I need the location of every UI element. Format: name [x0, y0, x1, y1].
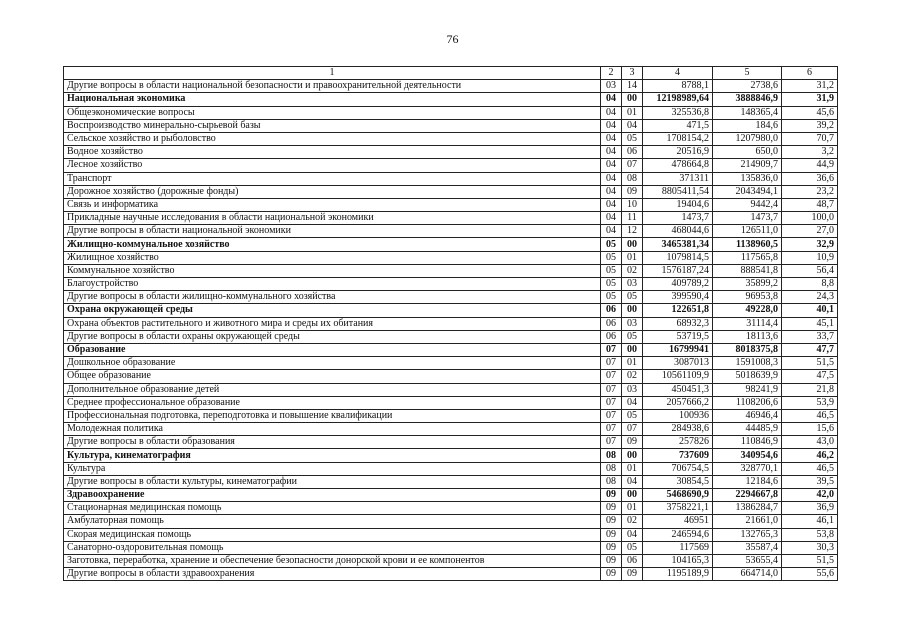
- row-percent-cell: 10,9: [782, 251, 838, 264]
- row-percent-cell: 15,6: [782, 423, 838, 436]
- row-percent-cell: 46,5: [782, 409, 838, 422]
- table-row: [64, 462, 838, 475]
- table-row: [64, 80, 838, 93]
- row-subsection-code-cell: 09: [622, 568, 643, 581]
- row-percent-cell: 53,9: [782, 396, 838, 409]
- row-name-cell: Другие вопросы в области культуры, кинематографии: [64, 475, 601, 488]
- row-percent-cell: 39,2: [782, 119, 838, 132]
- row-plan-cell: 3087013: [643, 357, 713, 370]
- row-percent-cell: 43,0: [782, 436, 838, 449]
- row-executed-cell: 1473,7: [713, 212, 782, 225]
- table-row: [64, 93, 838, 106]
- row-subsection-code-cell: 05: [622, 541, 643, 554]
- row-section-code-cell: 04: [601, 225, 622, 238]
- row-subsection-code-cell: 06: [622, 146, 643, 159]
- row-executed-cell: 132765,3: [713, 528, 782, 541]
- row-percent-cell: 24,3: [782, 291, 838, 304]
- table-row: [64, 159, 838, 172]
- row-subsection-code-cell: 07: [622, 159, 643, 172]
- header-cell-section: 2: [601, 67, 622, 80]
- row-subsection-code-cell: 09: [622, 185, 643, 198]
- table-row: [64, 568, 838, 581]
- row-name-cell: Охрана окружающей среды: [64, 304, 601, 317]
- table-row: [64, 475, 838, 488]
- row-percent-cell: 31,9: [782, 93, 838, 106]
- row-percent-cell: 32,9: [782, 238, 838, 251]
- row-subsection-code-cell: 00: [622, 343, 643, 356]
- row-executed-cell: 1591008,3: [713, 357, 782, 370]
- row-executed-cell: 31114,4: [713, 317, 782, 330]
- row-plan-cell: 1473,7: [643, 212, 713, 225]
- row-percent-cell: 47,7: [782, 343, 838, 356]
- row-subsection-code-cell: 01: [622, 462, 643, 475]
- row-section-code-cell: 09: [601, 541, 622, 554]
- row-plan-cell: 450451,3: [643, 383, 713, 396]
- row-name-cell: Другие вопросы в области образования: [64, 436, 601, 449]
- row-plan-cell: 16799941: [643, 343, 713, 356]
- header-row: [64, 67, 838, 80]
- row-name-cell: Воспроизводство минерально-сырьевой базы: [64, 119, 601, 132]
- row-executed-cell: 135836,0: [713, 172, 782, 185]
- row-name-cell: Другие вопросы в области здравоохранения: [64, 568, 601, 581]
- table-row: [64, 291, 838, 304]
- row-name-cell: Скорая медицинская помощь: [64, 528, 601, 541]
- row-subsection-code-cell: 04: [622, 528, 643, 541]
- row-section-code-cell: 07: [601, 436, 622, 449]
- row-section-code-cell: 05: [601, 251, 622, 264]
- row-section-code-cell: 04: [601, 212, 622, 225]
- budget-table: [63, 66, 838, 581]
- table-row: [64, 106, 838, 119]
- row-percent-cell: 45,1: [782, 317, 838, 330]
- row-name-cell: Коммунальное хозяйство: [64, 264, 601, 277]
- row-subsection-code-cell: 05: [622, 291, 643, 304]
- table-row: [64, 119, 838, 132]
- row-percent-cell: 46,1: [782, 515, 838, 528]
- row-executed-cell: 148365,4: [713, 106, 782, 119]
- row-subsection-code-cell: 00: [622, 93, 643, 106]
- row-section-code-cell: 04: [601, 172, 622, 185]
- header-cell-plan: 4: [643, 67, 713, 80]
- row-plan-cell: 3758221,1: [643, 502, 713, 515]
- row-plan-cell: 3465381,34: [643, 238, 713, 251]
- row-section-code-cell: 04: [601, 106, 622, 119]
- row-percent-cell: 47,5: [782, 370, 838, 383]
- table-row: [64, 330, 838, 343]
- table-row: [64, 370, 838, 383]
- row-executed-cell: 650,0: [713, 146, 782, 159]
- row-executed-cell: 98241,9: [713, 383, 782, 396]
- table-row: [64, 185, 838, 198]
- row-section-code-cell: 06: [601, 304, 622, 317]
- row-executed-cell: 2738,6: [713, 80, 782, 93]
- row-name-cell: Здравоохранение: [64, 489, 601, 502]
- row-executed-cell: 9442,4: [713, 198, 782, 211]
- row-name-cell: Стационарная медицинская помощь: [64, 502, 601, 515]
- row-executed-cell: 214909,7: [713, 159, 782, 172]
- row-name-cell: Амбулаторная помощь: [64, 515, 601, 528]
- table-row: [64, 357, 838, 370]
- row-plan-cell: 12198989,64: [643, 93, 713, 106]
- row-percent-cell: 39,5: [782, 475, 838, 488]
- row-executed-cell: 12184,6: [713, 475, 782, 488]
- row-executed-cell: 35899,2: [713, 278, 782, 291]
- row-executed-cell: 328770,1: [713, 462, 782, 475]
- row-subsection-code-cell: 08: [622, 172, 643, 185]
- row-subsection-code-cell: 14: [622, 80, 643, 93]
- row-executed-cell: 184,6: [713, 119, 782, 132]
- row-section-code-cell: 05: [601, 278, 622, 291]
- row-percent-cell: 42,0: [782, 489, 838, 502]
- row-name-cell: Благоустройство: [64, 278, 601, 291]
- row-percent-cell: 33,7: [782, 330, 838, 343]
- row-name-cell: Водное хозяйство: [64, 146, 601, 159]
- row-plan-cell: 53719,5: [643, 330, 713, 343]
- row-name-cell: Другие вопросы в области национальной безопасности и правоохранительной деятельности: [64, 80, 601, 93]
- row-percent-cell: 51,5: [782, 357, 838, 370]
- table-row: [64, 172, 838, 185]
- table-row: [64, 198, 838, 211]
- row-percent-cell: 56,4: [782, 264, 838, 277]
- row-section-code-cell: 04: [601, 185, 622, 198]
- row-name-cell: Образование: [64, 343, 601, 356]
- row-section-code-cell: 03: [601, 80, 622, 93]
- row-name-cell: Жилищно-коммунальное хозяйство: [64, 238, 601, 251]
- row-percent-cell: 53,8: [782, 528, 838, 541]
- page-number: 76: [446, 32, 459, 46]
- row-plan-cell: 2057666,2: [643, 396, 713, 409]
- row-percent-cell: 55,6: [782, 568, 838, 581]
- row-executed-cell: 49228,0: [713, 304, 782, 317]
- row-executed-cell: 2043494,1: [713, 185, 782, 198]
- row-name-cell: Культура: [64, 462, 601, 475]
- table-row: [64, 343, 838, 356]
- row-section-code-cell: 07: [601, 409, 622, 422]
- row-plan-cell: 246594,6: [643, 528, 713, 541]
- row-plan-cell: 471,5: [643, 119, 713, 132]
- table-row: [64, 225, 838, 238]
- row-plan-cell: 1708154,2: [643, 132, 713, 145]
- row-plan-cell: 117569: [643, 541, 713, 554]
- row-name-cell: Национальная экономика: [64, 93, 601, 106]
- table-row: [64, 449, 838, 462]
- row-name-cell: Молодежная политика: [64, 423, 601, 436]
- table-row: [64, 278, 838, 291]
- row-plan-cell: 19404,6: [643, 198, 713, 211]
- header-cell-name: 1: [64, 67, 601, 80]
- row-subsection-code-cell: 07: [622, 423, 643, 436]
- row-name-cell: Сельское хозяйство и рыболовство: [64, 132, 601, 145]
- row-name-cell: Связь и информатика: [64, 198, 601, 211]
- row-executed-cell: 664714,0: [713, 568, 782, 581]
- row-percent-cell: 8,8: [782, 278, 838, 291]
- row-executed-cell: 8018375,8: [713, 343, 782, 356]
- row-percent-cell: 36,6: [782, 172, 838, 185]
- row-section-code-cell: 07: [601, 383, 622, 396]
- header-cell-subsection: 3: [622, 67, 643, 80]
- row-name-cell: Санаторно-оздоровительная помощь: [64, 541, 601, 554]
- table-row: [64, 554, 838, 567]
- row-plan-cell: 10561109,9: [643, 370, 713, 383]
- row-name-cell: Среднее профессиональное образование: [64, 396, 601, 409]
- row-executed-cell: 3888846,9: [713, 93, 782, 106]
- row-executed-cell: 888541,8: [713, 264, 782, 277]
- row-subsection-code-cell: 12: [622, 225, 643, 238]
- row-executed-cell: 1138960,5: [713, 238, 782, 251]
- row-section-code-cell: 09: [601, 568, 622, 581]
- row-section-code-cell: 09: [601, 528, 622, 541]
- row-section-code-cell: 08: [601, 449, 622, 462]
- row-percent-cell: 21,8: [782, 383, 838, 396]
- row-subsection-code-cell: 00: [622, 489, 643, 502]
- row-plan-cell: 325536,8: [643, 106, 713, 119]
- row-plan-cell: 8788,1: [643, 80, 713, 93]
- row-subsection-code-cell: 06: [622, 554, 643, 567]
- row-section-code-cell: 05: [601, 238, 622, 251]
- table-row: [64, 317, 838, 330]
- row-subsection-code-cell: 11: [622, 212, 643, 225]
- row-section-code-cell: 06: [601, 317, 622, 330]
- row-executed-cell: 21661,0: [713, 515, 782, 528]
- row-section-code-cell: 04: [601, 119, 622, 132]
- row-section-code-cell: 09: [601, 554, 622, 567]
- row-subsection-code-cell: 02: [622, 264, 643, 277]
- row-subsection-code-cell: 02: [622, 515, 643, 528]
- row-name-cell: Другие вопросы в области жилищно-коммунального хозяйства: [64, 291, 601, 304]
- row-plan-cell: 371311: [643, 172, 713, 185]
- row-plan-cell: 100936: [643, 409, 713, 422]
- table-row: [64, 502, 838, 515]
- row-percent-cell: 44,9: [782, 159, 838, 172]
- row-percent-cell: 48,7: [782, 198, 838, 211]
- row-percent-cell: 100,0: [782, 212, 838, 225]
- row-section-code-cell: 07: [601, 343, 622, 356]
- row-plan-cell: 737609: [643, 449, 713, 462]
- row-name-cell: Другие вопросы в области национальной экономики: [64, 225, 601, 238]
- row-plan-cell: 1195189,9: [643, 568, 713, 581]
- row-executed-cell: 44485,9: [713, 423, 782, 436]
- row-plan-cell: 284938,6: [643, 423, 713, 436]
- row-subsection-code-cell: 05: [622, 330, 643, 343]
- row-percent-cell: 23,2: [782, 185, 838, 198]
- row-plan-cell: 1079814,5: [643, 251, 713, 264]
- table-row: [64, 132, 838, 145]
- row-section-code-cell: 05: [601, 291, 622, 304]
- row-subsection-code-cell: 04: [622, 475, 643, 488]
- row-name-cell: Дорожное хозяйство (дорожные фонды): [64, 185, 601, 198]
- row-section-code-cell: 07: [601, 357, 622, 370]
- row-plan-cell: 399590,4: [643, 291, 713, 304]
- row-section-code-cell: 08: [601, 475, 622, 488]
- row-subsection-code-cell: 03: [622, 317, 643, 330]
- row-name-cell: Охрана объектов растительного и животного мира и среды их обитания: [64, 317, 601, 330]
- row-executed-cell: 18113,6: [713, 330, 782, 343]
- row-executed-cell: 53655,4: [713, 554, 782, 567]
- row-percent-cell: 31,2: [782, 80, 838, 93]
- row-name-cell: Профессиональная подготовка, переподготовка и повышение квалификации: [64, 409, 601, 422]
- table-row: [64, 528, 838, 541]
- row-plan-cell: 468044,6: [643, 225, 713, 238]
- row-subsection-code-cell: 01: [622, 106, 643, 119]
- header-cell-executed: 5: [713, 67, 782, 80]
- row-plan-cell: 104165,3: [643, 554, 713, 567]
- row-percent-cell: 45,6: [782, 106, 838, 119]
- row-name-cell: Дошкольное образование: [64, 357, 601, 370]
- row-name-cell: Общее образование: [64, 370, 601, 383]
- row-section-code-cell: 04: [601, 159, 622, 172]
- row-percent-cell: 46,5: [782, 462, 838, 475]
- row-subsection-code-cell: 00: [622, 449, 643, 462]
- row-executed-cell: 46946,4: [713, 409, 782, 422]
- row-percent-cell: 46,2: [782, 449, 838, 462]
- row-subsection-code-cell: 00: [622, 304, 643, 317]
- row-subsection-code-cell: 05: [622, 409, 643, 422]
- table-row: [64, 383, 838, 396]
- row-executed-cell: 110846,9: [713, 436, 782, 449]
- row-name-cell: Культура, кинематография: [64, 449, 601, 462]
- row-section-code-cell: 07: [601, 370, 622, 383]
- row-plan-cell: 706754,5: [643, 462, 713, 475]
- row-subsection-code-cell: 04: [622, 119, 643, 132]
- row-subsection-code-cell: 09: [622, 436, 643, 449]
- row-section-code-cell: 09: [601, 489, 622, 502]
- row-executed-cell: 2294667,8: [713, 489, 782, 502]
- row-plan-cell: 8805411,54: [643, 185, 713, 198]
- row-subsection-code-cell: 05: [622, 132, 643, 145]
- row-plan-cell: 478664,8: [643, 159, 713, 172]
- row-plan-cell: 257826: [643, 436, 713, 449]
- row-percent-cell: 27,0: [782, 225, 838, 238]
- row-plan-cell: 5468690,9: [643, 489, 713, 502]
- row-section-code-cell: 04: [601, 93, 622, 106]
- row-name-cell: Другие вопросы в области охраны окружающей среды: [64, 330, 601, 343]
- row-section-code-cell: 09: [601, 515, 622, 528]
- row-percent-cell: 51,5: [782, 554, 838, 567]
- table-row: [64, 489, 838, 502]
- table-row: [64, 212, 838, 225]
- table-row: [64, 409, 838, 422]
- row-percent-cell: 3,2: [782, 146, 838, 159]
- row-subsection-code-cell: 03: [622, 278, 643, 291]
- row-executed-cell: 340954,6: [713, 449, 782, 462]
- row-executed-cell: 5018639,9: [713, 370, 782, 383]
- row-section-code-cell: 04: [601, 132, 622, 145]
- row-subsection-code-cell: 00: [622, 238, 643, 251]
- table-row: [64, 423, 838, 436]
- table-row: [64, 436, 838, 449]
- table-row: [64, 264, 838, 277]
- row-executed-cell: 1108206,6: [713, 396, 782, 409]
- row-executed-cell: 96953,8: [713, 291, 782, 304]
- row-name-cell: Транспорт: [64, 172, 601, 185]
- row-name-cell: Прикладные научные исследования в области национальной экономики: [64, 212, 601, 225]
- table-row: [64, 238, 838, 251]
- row-executed-cell: 126511,0: [713, 225, 782, 238]
- table-row: [64, 304, 838, 317]
- row-executed-cell: 35587,4: [713, 541, 782, 554]
- table-row: [64, 515, 838, 528]
- row-percent-cell: 40,1: [782, 304, 838, 317]
- row-name-cell: Лесное хозяйство: [64, 159, 601, 172]
- table-row: [64, 541, 838, 554]
- row-section-code-cell: 04: [601, 198, 622, 211]
- table-row: [64, 251, 838, 264]
- row-plan-cell: 30854,5: [643, 475, 713, 488]
- row-name-cell: Жилищное хозяйство: [64, 251, 601, 264]
- row-section-code-cell: 07: [601, 423, 622, 436]
- table-row: [64, 396, 838, 409]
- row-name-cell: Заготовка, переработка, хранение и обеспечение безопасности донорской крови и ее компонентов: [64, 554, 601, 567]
- row-executed-cell: 117565,8: [713, 251, 782, 264]
- row-name-cell: Дополнительное образование детей: [64, 383, 601, 396]
- row-plan-cell: 409789,2: [643, 278, 713, 291]
- row-subsection-code-cell: 01: [622, 251, 643, 264]
- row-section-code-cell: 06: [601, 330, 622, 343]
- row-plan-cell: 1576187,24: [643, 264, 713, 277]
- row-subsection-code-cell: 10: [622, 198, 643, 211]
- row-section-code-cell: 07: [601, 396, 622, 409]
- row-percent-cell: 70,7: [782, 132, 838, 145]
- row-executed-cell: 1207980,0: [713, 132, 782, 145]
- row-section-code-cell: 09: [601, 502, 622, 515]
- row-plan-cell: 46951: [643, 515, 713, 528]
- row-plan-cell: 68932,3: [643, 317, 713, 330]
- row-subsection-code-cell: 04: [622, 396, 643, 409]
- row-subsection-code-cell: 03: [622, 383, 643, 396]
- row-percent-cell: 30,3: [782, 541, 838, 554]
- row-section-code-cell: 04: [601, 146, 622, 159]
- row-subsection-code-cell: 02: [622, 370, 643, 383]
- row-section-code-cell: 05: [601, 264, 622, 277]
- row-plan-cell: 20516,9: [643, 146, 713, 159]
- row-percent-cell: 36,9: [782, 502, 838, 515]
- row-plan-cell: 122651,8: [643, 304, 713, 317]
- row-name-cell: Общеэкономические вопросы: [64, 106, 601, 119]
- row-subsection-code-cell: 01: [622, 357, 643, 370]
- row-executed-cell: 1386284,7: [713, 502, 782, 515]
- header-cell-percent: 6: [782, 67, 838, 80]
- row-section-code-cell: 08: [601, 462, 622, 475]
- table-row: [64, 146, 838, 159]
- row-subsection-code-cell: 01: [622, 502, 643, 515]
